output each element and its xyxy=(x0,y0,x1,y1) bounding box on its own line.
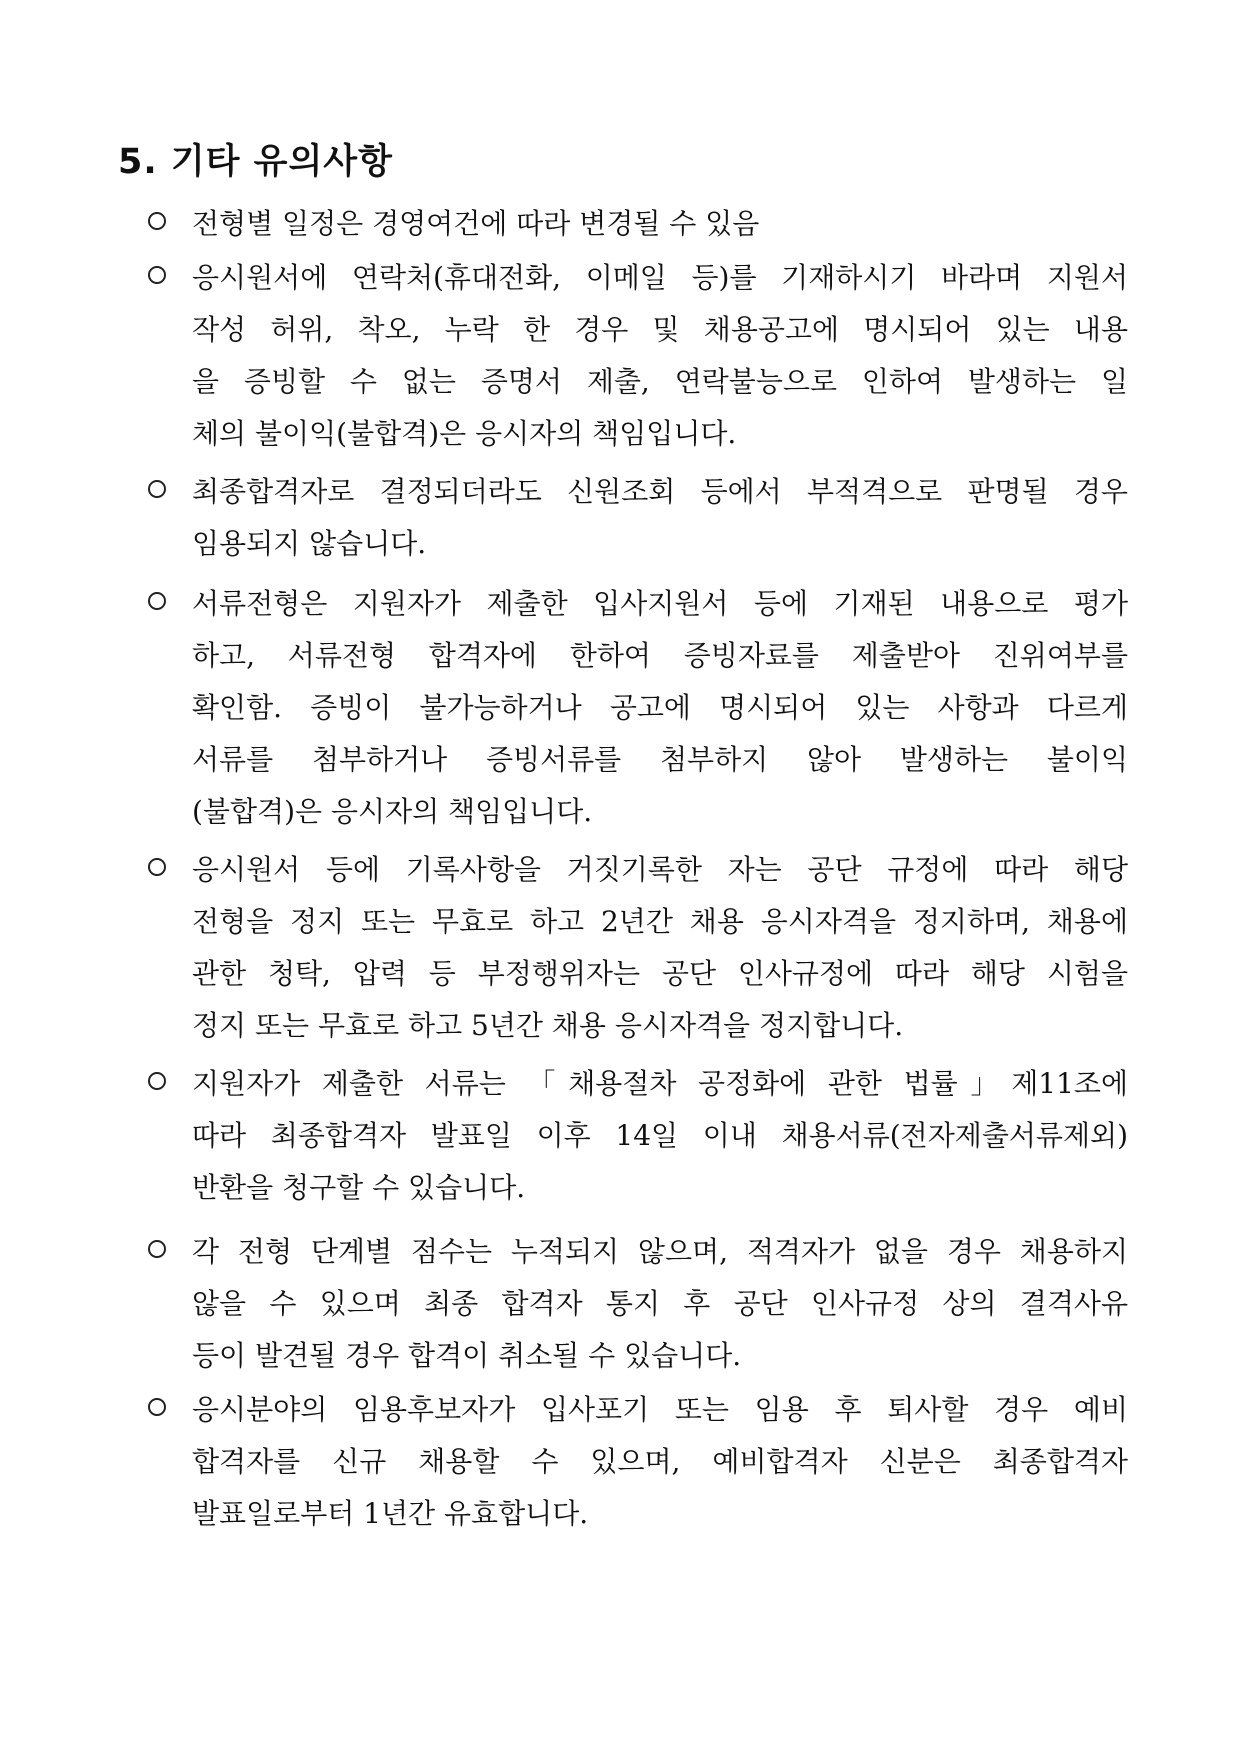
notice-line: 합격자를 신규 채용할 수 있으며, 예비합격자 신분은 최종합격자 xyxy=(192,1445,1128,1478)
notice-line: 관한 청탁, 압력 등 부정행위자는 공단 인사규정에 따라 해당 시험을 xyxy=(192,957,1128,990)
notice-line: 각 전형 단계별 점수는 누적되지 않으며, 적격자가 없을 경우 채용하지 xyxy=(192,1235,1128,1268)
notice-line: 하고, 서류전형 합격자에 한하여 증빙자료를 제출받아 진위여부를 xyxy=(192,639,1128,672)
notice-line: 최종합격자로 결정되더라도 신원조회 등에서 부적격으로 판명될 경우 xyxy=(192,475,1128,508)
notice-line: 확인함. 증빙이 불가능하거나 공고에 명시되어 있는 사항과 다르게 xyxy=(192,691,1128,724)
notice-line: 임용되지 않습니다. xyxy=(192,527,427,560)
notice-line: 발표일로부터 1년간 유효합니다. xyxy=(192,1497,589,1530)
notice-line: 응시원서 등에 기록사항을 거짓기록한 자는 공단 규정에 따라 해당 xyxy=(192,853,1128,886)
notice-line: 등이 발견될 경우 합격이 취소될 수 있습니다. xyxy=(192,1339,742,1372)
notice-line: 지원자가 제출한 서류는 「채용절차 공정화에 관한 법률」제11조에 xyxy=(192,1067,1128,1100)
notice-line: 을 증빙할 수 없는 증명서 제출, 연락불능으로 인하여 발생하는 일 xyxy=(192,365,1128,398)
notice-line: (불합격)은 응시자의 책임입니다. xyxy=(192,795,593,828)
notice-line: 서류전형은 지원자가 제출한 입사지원서 등에 기재된 내용으로 평가 xyxy=(192,587,1128,620)
notice-line: 반환을 청구할 수 있습니다. xyxy=(192,1171,526,1204)
notice-line: 응시분야의 임용후보자가 입사포기 또는 임용 후 퇴사할 경우 예비 xyxy=(192,1393,1128,1426)
circle-bullet-icon xyxy=(148,266,166,284)
circle-bullet-icon xyxy=(148,1398,166,1416)
notice-line: 전형을 정지 또는 무효로 하고 2년간 채용 응시자격을 정지하며, 채용에 xyxy=(192,905,1128,938)
notice-line: 따라 최종합격자 발표일 이후 14일 이내 채용서류(전자제출서류제외) xyxy=(192,1119,1128,1152)
notice-line: 않을 수 있으며 최종 합격자 통지 후 공단 인사규정 상의 결격사유 xyxy=(192,1287,1128,1320)
circle-bullet-icon xyxy=(148,858,166,876)
circle-bullet-icon xyxy=(148,592,166,610)
circle-bullet-icon xyxy=(148,212,166,230)
notice-line: 정지 또는 무효로 하고 5년간 채용 응시자격을 정지합니다. xyxy=(192,1009,904,1042)
section-title: 5. 기타 유의사항 xyxy=(118,142,393,182)
notice-line: 작성 허위, 착오, 누락 한 경우 및 채용공고에 명시되어 있는 내용 xyxy=(192,313,1128,346)
notice-line: 응시원서에 연락처(휴대전화, 이메일 등)를 기재하시기 바라며 지원서 xyxy=(192,261,1128,294)
notice-line: 체의 불이익(불합격)은 응시자의 책임입니다. xyxy=(192,417,737,450)
circle-bullet-icon xyxy=(148,480,166,498)
notice-line: 전형별 일정은 경영여건에 따라 변경될 수 있음 xyxy=(192,207,760,240)
circle-bullet-icon xyxy=(148,1240,166,1258)
circle-bullet-icon xyxy=(148,1072,166,1090)
notice-line: 서류를 첨부하거나 증빙서류를 첨부하지 않아 발생하는 불이익 xyxy=(192,743,1128,776)
